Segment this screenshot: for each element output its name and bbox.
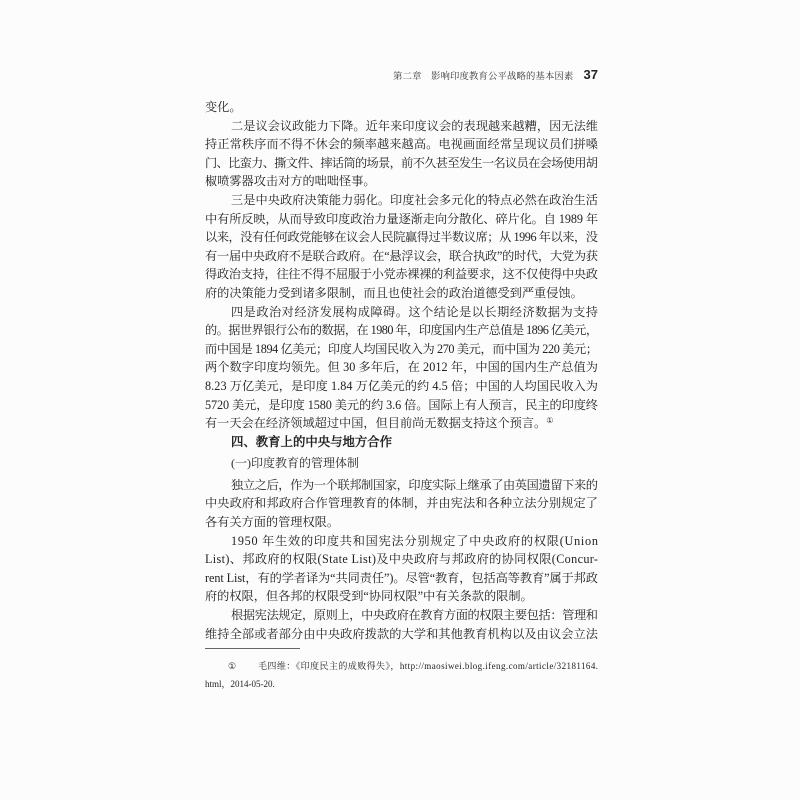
text-line: 府的决策能力受到诸多限制，而且也使社会的政治道德受到严重侵蚀。 — [205, 285, 583, 300]
text-line: 维持全部或者部分由中央政府拨款的大学和其他教育机构以及由议会立法 — [205, 626, 599, 641]
paragraph — [205, 532, 598, 606]
text-line: 府的权限，但各邦的权限受到“协同权限”中有关条款的限制。 — [205, 589, 533, 604]
text-line: rent List，有的学者译为“共同责任”)。尽管“教育，包括高等教育”属于邦政 — [205, 570, 598, 585]
paragraph — [205, 98, 598, 117]
footnote — [205, 657, 598, 693]
text-line: List)、邦政府的权限(State List)及中央政府与邦政府的协同权限(Concur- — [205, 552, 599, 567]
text-line: 1950 年生效的印度共和国宪法分别规定了中央政府的权限(Union — [231, 533, 599, 548]
text-line: 的。据世界银行公布的数据，在 1980 年，印度国内生产总值是 1896 亿美元， — [205, 323, 598, 338]
text-line: 而中国是 1894 亿美元；印度人均国民收入为 270 美元，而中国为 220 美元； — [205, 341, 598, 356]
paragraph — [205, 191, 598, 303]
footnote-line — [228, 657, 598, 675]
running-header — [393, 67, 598, 85]
text-line: 变化。 — [205, 100, 242, 114]
text-line: 门、比蛮力、撕文件、摔话筒的场景，前不久甚至发生一名议员在会场使用胡 — [205, 155, 598, 170]
footnote-text: 毛四维：《印度民主的成败得失》，http://maosiwei.blog.ifeng.com/article/32181164. — [258, 661, 599, 671]
text-line: 两个数字印度均领先。但 30 多年后，在 2012 年，中国的国内生产总值为 — [205, 360, 599, 375]
section-heading: 四、教育上的中央与地方合作 — [231, 434, 393, 449]
footnote-reference: ① — [546, 416, 554, 426]
text-line: 独立之后，作为一个联邦制国家，印度实际上继承了由英国遗留下来的 — [231, 477, 598, 492]
text-line: 有一届中央政府不是联合政府。在“悬浮议会，联合执政”的时代，大党为获 — [205, 248, 598, 263]
paragraph — [205, 606, 598, 643]
text-line — [205, 414, 598, 433]
paragraph — [205, 476, 598, 532]
chapter-title: 第二章 影响印度教育公平战略的基本因素 — [393, 71, 574, 82]
footnote-text: html，2014-05-20. — [205, 679, 275, 689]
text-line: 中有所反映，从而导致印度政治力量逐渐走向分散化、碎片化。自 1989 年 — [205, 211, 598, 226]
text-line: 四是政治对经济发展构成障碍。这个结论是以长期经济数据为支持 — [231, 304, 599, 319]
text-line-content: 有一天会在经济领域超过中国，但目前尚无数据支持这个预言。 — [205, 416, 547, 431]
paragraph — [205, 303, 598, 433]
subsection-heading: (一)印度教育的管理体制 — [231, 456, 359, 471]
text-line: 以来，没有任何政党能够在议会人民院赢得过半数议席；从 1996 年以来，没 — [205, 230, 598, 245]
text-line: 椒喷雾器攻击对方的咄咄怪事。 — [205, 174, 376, 189]
text-line: 持正常秩序而不得不休会的频率越来越高。电视画面经常呈现议员们拼嗓 — [205, 137, 599, 152]
main-text — [205, 98, 598, 643]
text-line: 三是中央政府决策能力弱化。印度社会多元化的特点必然在政治生活 — [231, 192, 599, 207]
text-line: 5720 美元，是印度 1580 美元的约 3.6 倍。国际上有人预言，民主的印度终 — [205, 397, 598, 412]
text-line: 中央政府和邦政府合作管理教育的体制，并由宪法和各种立法分别规定了 — [205, 496, 599, 511]
paragraph — [205, 117, 598, 191]
text-line: 各有关方面的管理权限。 — [205, 515, 340, 530]
text-line: 8.23 万亿美元，是印度 1.84 万亿美元的约 4.5 倍；中国的人均国民收入为 — [205, 378, 599, 393]
text-line: 得政治支持，往往不得不屈服于小党赤裸裸的利益要求，这不仅使得中央政 — [205, 267, 598, 282]
page-number: 37 — [583, 67, 598, 82]
footnote-rule — [205, 648, 300, 649]
footnote-marker: ① — [228, 661, 237, 671]
text-line: 二是议会议政能力下降。近年来印度议会的表现越来越糟，因无法维 — [231, 118, 599, 133]
text-line: 根据宪法规定，原则上，中央政府在教育方面的权限主要包括：管理和 — [231, 608, 598, 623]
